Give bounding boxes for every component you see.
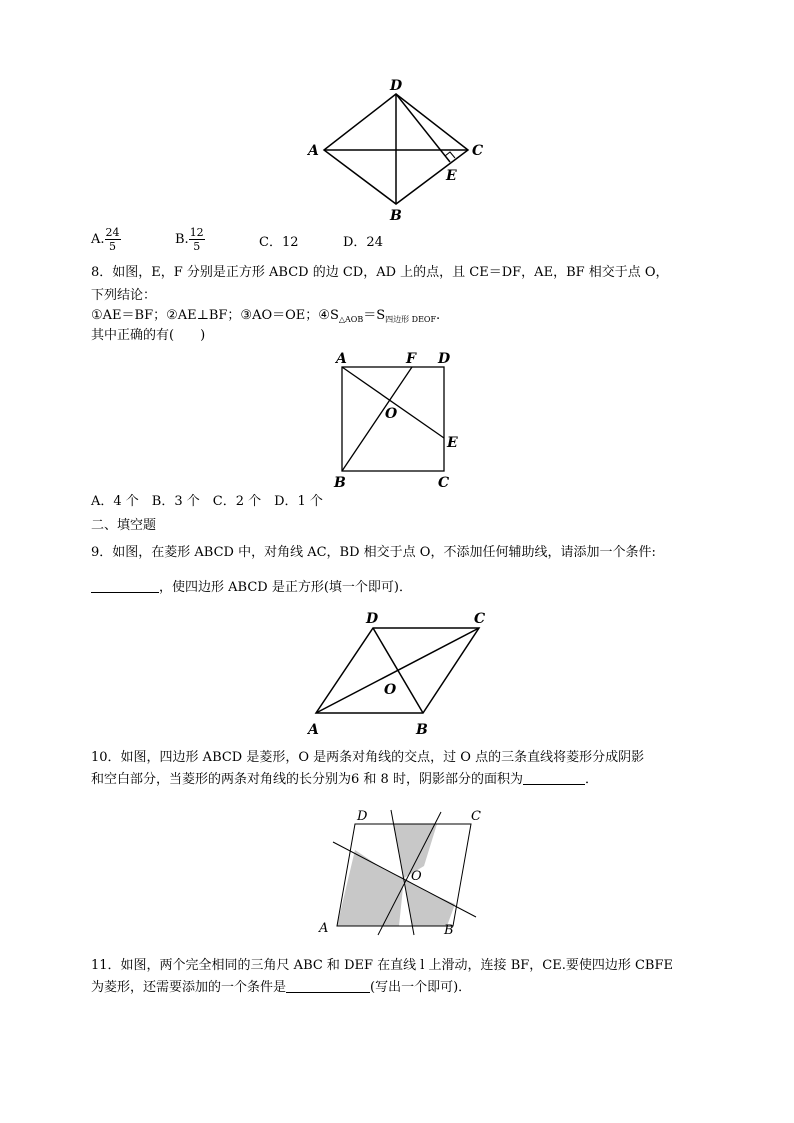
q10-label-d: D (357, 809, 368, 824)
q9-label-b: B (416, 722, 428, 738)
q7-option-c: C．12 (259, 235, 299, 250)
q8-options: A．4 个 B．3 个 C．2 个 D．1 个 (91, 494, 323, 509)
q8-conclusions: ①AE＝BF；②AE⊥BF；③AO＝OE；$④S_{\triangle AOB}=S_{四边形 DEOF}$. (91, 308, 441, 324)
q10-answer-blank[interactable] (523, 784, 585, 785)
q10-label-a: A (319, 921, 329, 936)
q11-stem-line-1: 11．如图，两个完全相同的三角尺 ABC 和 DEF 在直线 l 上滑动，连接 BF，CE.要使四边形 CBFE (91, 958, 673, 973)
q10-stem-line-2: 和空白部分，当菱形的两条对角线的长分别为6 和 8 时，阴影部分的面积为 ． (91, 772, 598, 787)
q10-label-c: C (471, 809, 481, 824)
q8-stem-line-1: 8．如图，E，F 分别是正方形 ABCD 的边 CD，AD 上的点，且 CE＝DF，AE，BF 相交于点 O， (91, 265, 669, 280)
q8-label-o: O (385, 406, 398, 422)
q8-label-f: F (406, 351, 416, 367)
q7-option-b: B. $\frac{12}{5}$ (175, 226, 204, 253)
q8-label-a: A (336, 351, 347, 367)
q9-label-o: O (384, 682, 397, 698)
q7-label-b: B (390, 208, 402, 224)
q9-label-c: C (474, 611, 486, 627)
q8-segment-ae (342, 367, 444, 438)
q8-label-b: B (334, 475, 346, 491)
q9-label-d: D (366, 611, 379, 627)
q7-option-a: A. $\frac{24}{5}$ (91, 226, 120, 253)
q10-stem-line-1: 10．如图，四边形 ABCD 是菱形，O 是两条对角线的交点，过 O 点的三条直线将菱形分成阴影 (91, 750, 645, 765)
q9-stem-line-2: ，使四边形 ABCD 是正方形(填一个即可)． (91, 580, 412, 596)
q10-label-o: O (411, 869, 422, 884)
section-title-fill-in: 二、填空题 (91, 518, 157, 533)
q7-segment-de (396, 94, 450, 162)
q8-label-e: E (447, 435, 458, 451)
q11-answer-blank[interactable] (286, 992, 370, 993)
q8-stem-line-2: 下列结论： (91, 288, 157, 303)
q9-label-a: A (308, 722, 319, 738)
q7-label-d: D (390, 78, 403, 94)
q7-label-e: E (446, 168, 457, 184)
q9-diagonal-bd (373, 628, 423, 713)
q11-stem-line-2: 为菱形，还需要添加的一个条件是 (写出一个即可)． (91, 980, 472, 995)
q8-square-figure (325, 345, 475, 490)
q7-label-c: C (472, 143, 484, 159)
q7-option-d: D．24 (343, 235, 383, 250)
q7-label-a: A (308, 143, 319, 159)
q8-label-c: C (438, 475, 450, 491)
q8-segment-bf (342, 367, 412, 471)
q9-rhombus-figure (300, 600, 500, 740)
q7-rhombus-figure (300, 70, 500, 230)
q9-stem-line-1: 9．如图，在菱形 ABCD 中，对角线 AC，BD 相交于点 O，不添加任何辅助线，请添加一个条件: (91, 545, 656, 560)
q8-label-d: D (438, 351, 451, 367)
q10-label-b: B (444, 923, 454, 938)
q9-answer-blank[interactable] (91, 592, 159, 593)
q8-stem-line-4: 其中正确的有( ) (91, 328, 206, 343)
q10-rhombus-figure (310, 800, 500, 940)
